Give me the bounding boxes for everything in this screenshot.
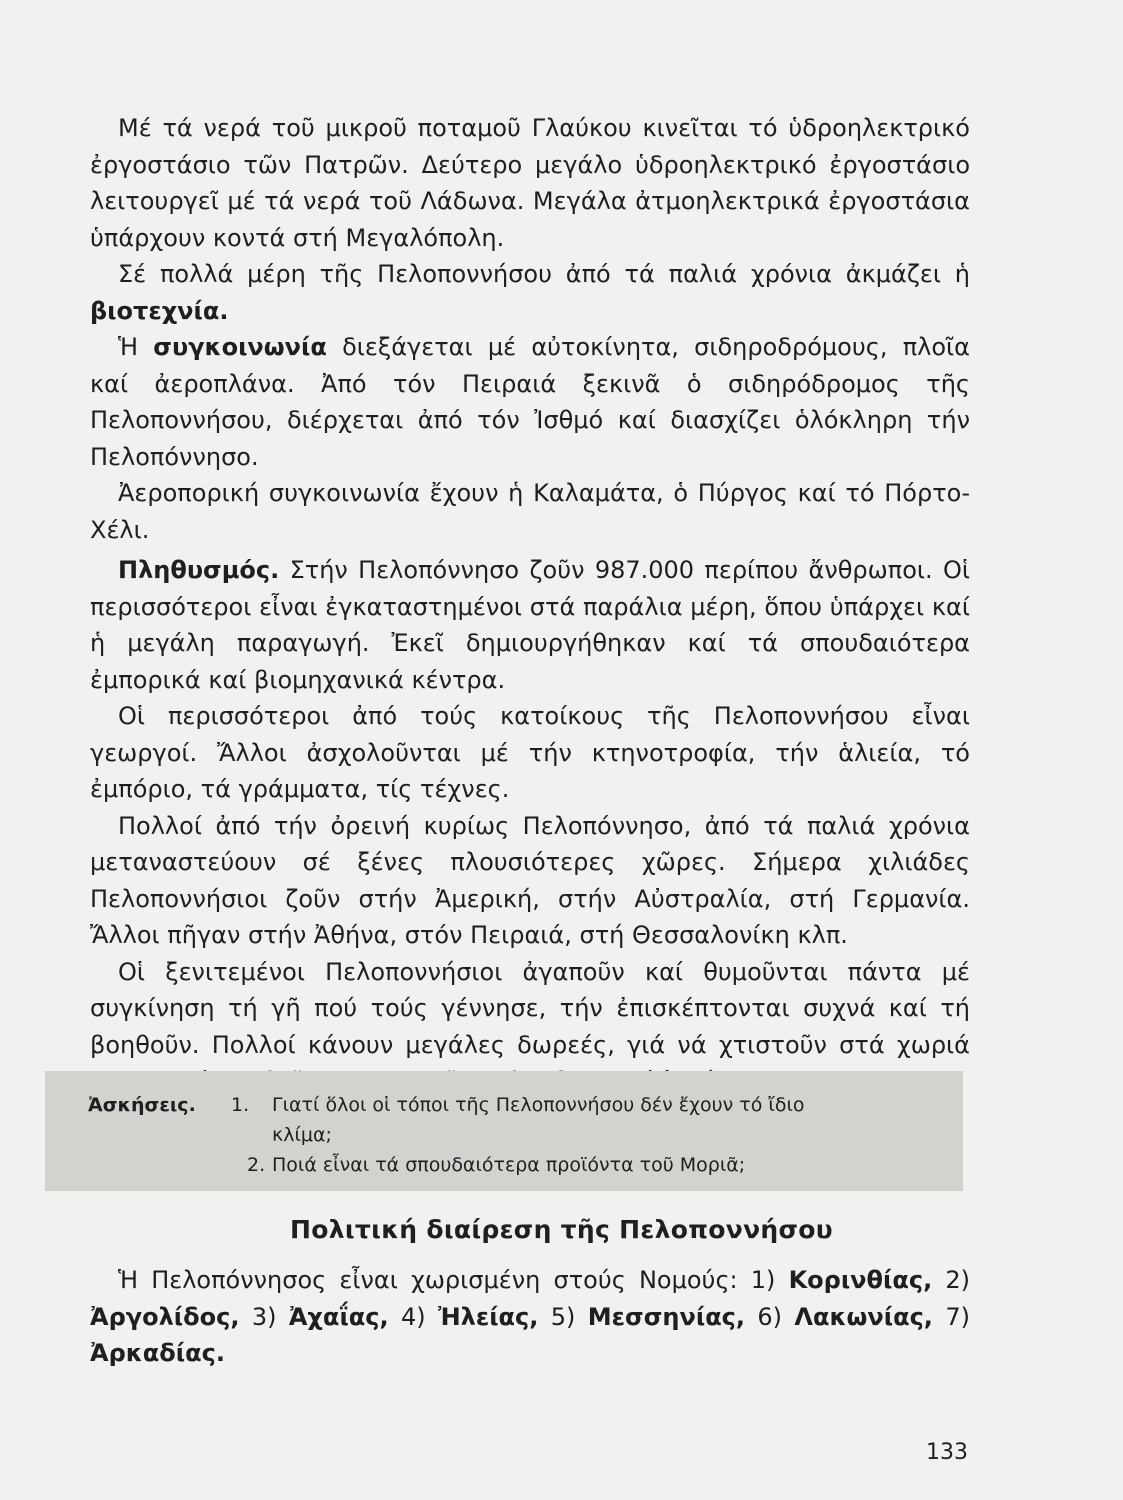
paragraph-power-plants: Μέ τά νερά τοῦ μικροῦ ποταμοῦ Γλαύκου κινεῖται τό ὑδροηλεκτρικό ἐργοστάσιο τῶν Πατρῶν. Δεύτερο μεγάλο ὑδροηλεκτρικό ἐργοστάσιο λειτουργεῖ μέ τά νερά τοῦ Λάδωνα. Μεγάλα ἀτμοηλεκτρικά ἐργοστάσια ὑπάρχουν κοντά στή Μεγαλόπολη.	[90, 114, 970, 252]
transport-pre: Ἡ	[118, 333, 139, 361]
exercise-1-text-cont: κλίμα;	[272, 1124, 332, 1146]
prefectures-text	[90, 1262, 970, 1372]
prefecture-achaia: Ἀχαΐας,	[288, 1302, 389, 1331]
page-number: 133	[926, 1440, 968, 1465]
exercise-1-text: Γιατί ὅλοι οἱ τόποι τῆς Πελοποννήσου δέν ἔχουν τό ἴδιο	[272, 1094, 805, 1116]
prefecture-2-number: 2)	[945, 1266, 970, 1294]
prefecture-4-number: 4)	[400, 1302, 426, 1331]
paragraph-emigrants: Οἱ ξενιτεμένοι Πελοποννήσιοι ἀγαποῦν καί θυμοῦνται πάντα μέ συγκίνηση τή γῆ πού τούς γέννησε, τήν ἐπισκέπτονται συχνά καί τή βοηθοῦν. Πολλοί κάνουν μεγάλες δωρεές, γιά νά χτιστοῦν στά χωριά	[90, 957, 970, 1059]
main-text	[90, 110, 970, 1100]
prefecture-7-number: 7)	[945, 1302, 970, 1331]
transport-text: διεξάγεται μέ αὐτοκίνητα, σιδηροδρόμους, πλοῖα καί ἀεροπλάνα. Ἀπό τόν Πειραιά ξεκινᾶ ὁ σιδηρόδρομος τῆς Πελοποννήσου, διέρχεται ἀπό τόν Ἰσθμό καί διασχίζει ὁλόκληρη τήν Πελοπόννησο.	[90, 333, 970, 471]
prefecture-5-number: 5)	[550, 1302, 576, 1331]
paragraph-crafts	[90, 256, 970, 329]
prefecture-6-number: 6)	[757, 1302, 783, 1331]
paragraph-air-transport: Ἀεροπορική συγκοινωνία ἔχουν ἡ Καλαμάτα, ὁ Πύργος καί τό Πόρτο-Χέλι.	[90, 479, 970, 544]
prefecture-korinthia: Κορινθίας,	[788, 1266, 933, 1294]
exercises-box	[45, 1071, 963, 1191]
paragraph-population	[90, 552, 970, 698]
paragraph-emigration: Πολλοί ἀπό τήν ὀρεινή κυρίως Πελοπόννησο, ἀπό τά παλιά χρόνια μεταναστεύουν σέ ξένες πλουσιότερες χῶρες. Σήμερα χιλιάδες Πελοποννήσιοι ζοῦν στήν Ἀμερική, στήν Αὐστραλία, στή Γερμανία. Ἄλλοι πῆγαν στήν Ἀθήνα, στόν Πειραιά, στή Θεσσαλονίκη κλπ.	[90, 811, 970, 949]
prefecture-lakonia: Λακωνίας,	[794, 1302, 933, 1331]
prefectures-intro: Ἡ Πελοπόννησος εἶναι χωρισμένη στούς Νομούς: 1)	[118, 1266, 776, 1294]
population-keyword: Πληθυσμός.	[118, 556, 280, 584]
prefectures-paragraph	[90, 1262, 970, 1372]
exercise-1-number: 1.	[231, 1094, 250, 1116]
exercise-2-text: Ποιά εἶναι τά σπουδαιότερα προϊόντα τοῦ Μοριᾶ;	[272, 1154, 746, 1176]
prefecture-3-number: 3)	[251, 1302, 277, 1331]
paragraph-transport	[90, 329, 970, 475]
paragraph-occupations: Οἱ περισσότεροι ἀπό τούς κατοίκους τῆς Πελοποννήσου εἶναι γεωργοί. Ἄλλοι ἀσχολοῦνται μέ τήν κτηνοτροφία, τήν ἁλιεία, τό ἐμπόριο, τά γράμματα, τίς τέχνες.	[90, 702, 970, 803]
prefecture-ilia: Ἠλείας,	[437, 1302, 539, 1331]
section-title: Πολιτική διαίρεση τῆς Πελοποννήσου	[290, 1215, 833, 1244]
crafts-text: Σέ πολλά μέρη τῆς Πελοποννήσου ἀπό τά παλιά χρόνια ἀκμάζει ἡ	[118, 260, 970, 288]
population-text: Στήν Πελοπόννησο ζοῦν 987.000 περίπου ἄνθρωποι. Οἱ περισσότεροι εἶναι ἐγκαταστημένοι στά παράλια μέρη, ὅπου ὑπάρχει καί ἡ μεγάλη παραγωγή. Ἐκεῖ δημιουργήθηκαν καί τά σπουδαιότερα ἐμπορικά καί βιομηχανικά κέντρα.	[90, 556, 970, 694]
prefecture-argolida: Ἀργολίδος,	[90, 1302, 240, 1331]
transport-keyword: συγκοινωνία	[153, 333, 327, 361]
prefecture-messinia: Μεσσηνίας,	[587, 1302, 746, 1331]
crafts-keyword: βιοτεχνία.	[90, 296, 229, 325]
prefecture-arkadia: Ἀρκαδίας.	[90, 1339, 225, 1367]
exercise-2-number: 2.	[247, 1154, 266, 1176]
exercises-label: Ἀσκήσεις.	[88, 1094, 196, 1116]
